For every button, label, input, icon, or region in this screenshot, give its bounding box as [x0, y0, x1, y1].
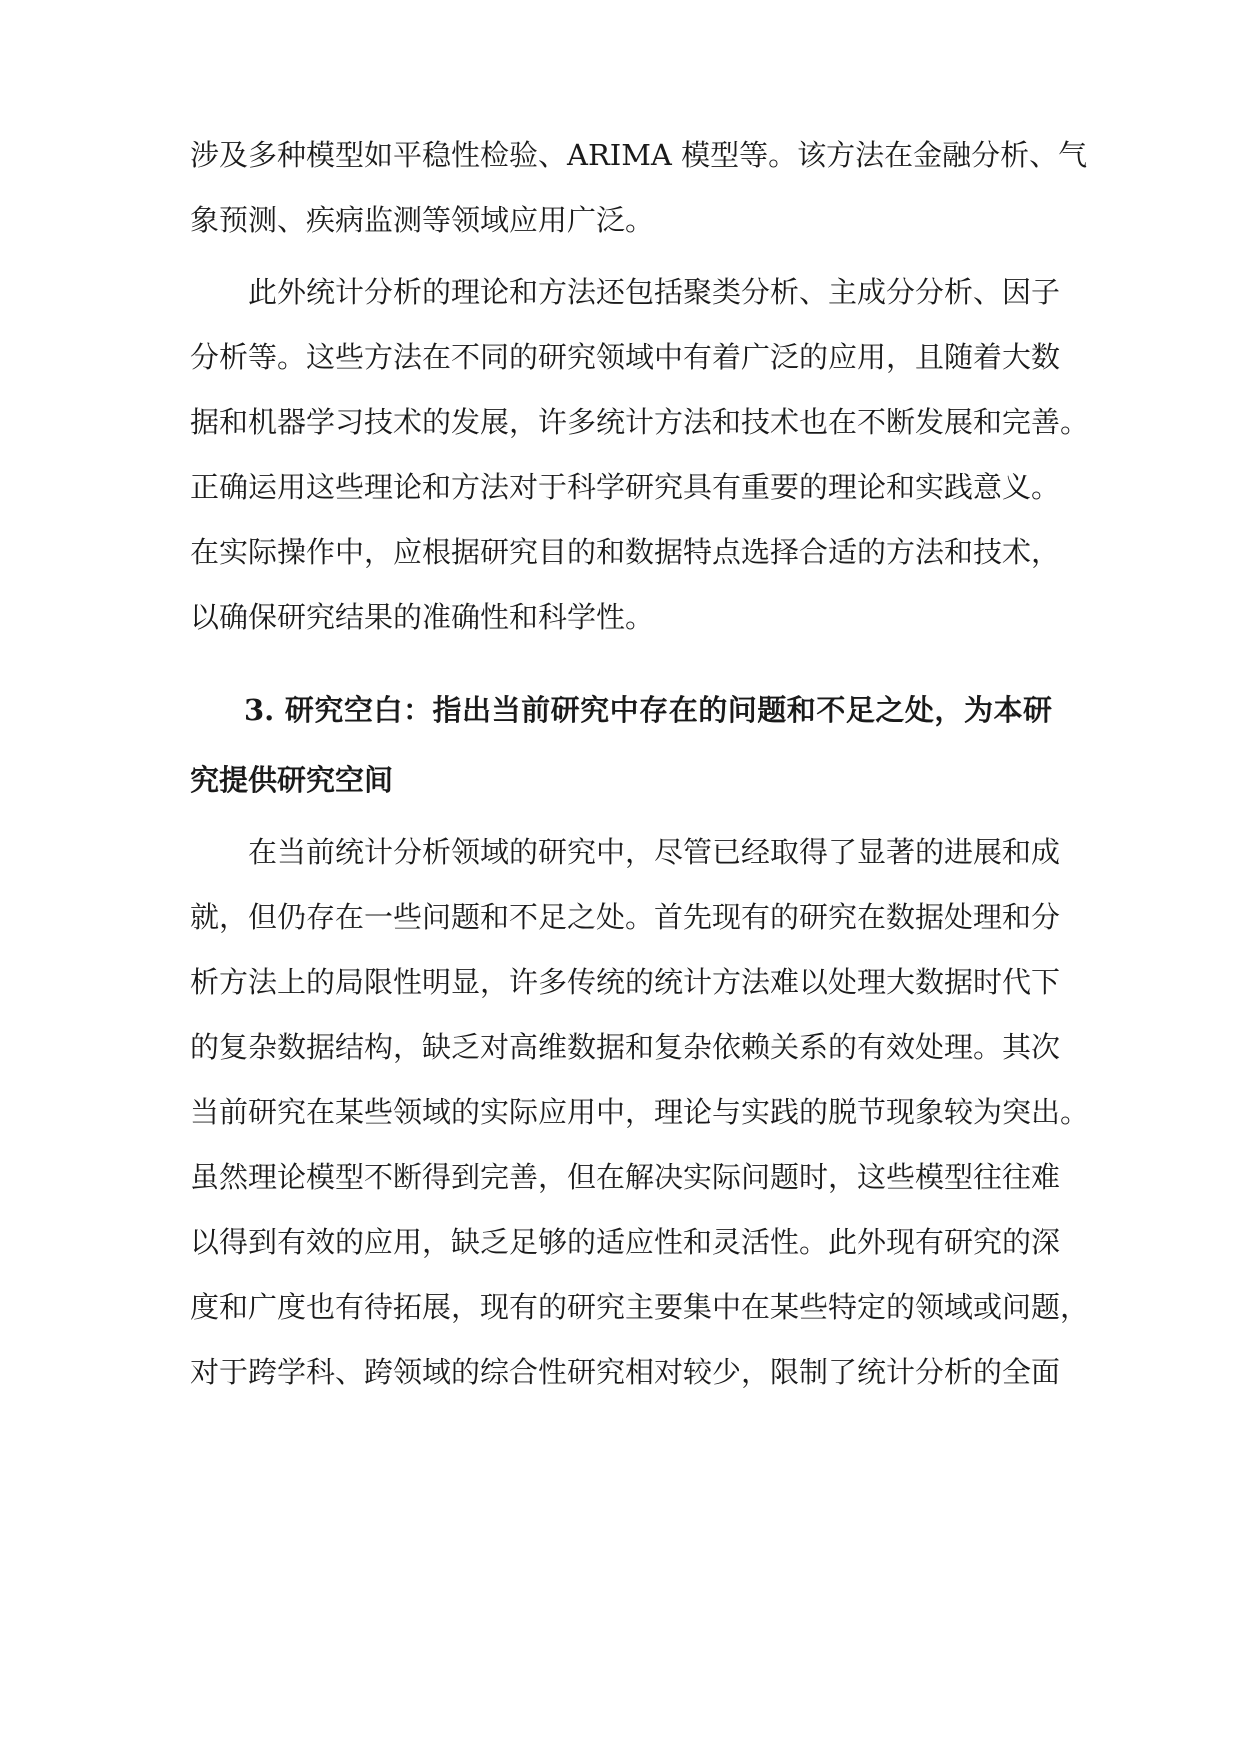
paragraph-3-line-2: 就，但仍存在一些问题和不足之处。首先现有的研究在数据处理和分: [190, 900, 1061, 934]
section-heading-line-1: 3. 研究空白：指出当前研究中存在的问题和不足之处，为本研: [244, 693, 1052, 727]
paragraph-2-line-1: 此外统计分析的理论和方法还包括聚类分析、主成分分析、因子: [248, 275, 1061, 309]
paragraph-3-line-1: 在当前统计分析领域的研究中，尽管已经取得了显著的进展和成: [248, 835, 1061, 869]
paragraph-3-line-9: 对于跨学科、跨领域的综合性研究相对较少，限制了统计分析的全面: [190, 1355, 1061, 1389]
paragraph-3-line-7: 以得到有效的应用，缺乏足够的适应性和灵活性。此外现有研究的深: [190, 1225, 1061, 1259]
paragraph-2-line-4: 正确运用这些理论和方法对于科学研究具有重要的理论和实践意义。: [190, 470, 1061, 504]
paragraph-1-line-1: 涉及多种模型如平稳性检验、ARIMA 模型等。该方法在金融分析、气: [190, 138, 1088, 172]
paragraph-2-line-2: 分析等。这些方法在不同的研究领域中有着广泛的应用，且随着大数: [190, 340, 1061, 374]
paragraph-2-line-6: 以确保研究结果的准确性和科学性。: [190, 600, 655, 634]
paragraph-3-line-3: 析方法上的局限性明显，许多传统的统计方法难以处理大数据时代下: [190, 965, 1061, 999]
paragraph-3-line-6: 虽然理论模型不断得到完善，但在解决实际问题时，这些模型往往难: [190, 1160, 1061, 1194]
paragraph-3-line-4: 的复杂数据结构，缺乏对高维数据和复杂依赖关系的有效处理。其次: [190, 1030, 1061, 1064]
paragraph-2-line-5: 在实际操作中，应根据研究目的和数据特点选择合适的方法和技术，: [190, 535, 1061, 569]
paragraph-2-line-3: 据和机器学习技术的发展，许多统计方法和技术也在不断发展和完善。: [190, 405, 1090, 439]
paragraph-3-line-8: 度和广度也有待拓展，现有的研究主要集中在某些特定的领域或问题，: [190, 1290, 1090, 1324]
section-heading-line-2: 究提供研究空间: [190, 763, 394, 797]
paragraph-3-line-5: 当前研究在某些领域的实际应用中，理论与实践的脱节现象较为突出。: [190, 1095, 1090, 1129]
paragraph-1-line-2: 象预测、疾病监测等领域应用广泛。: [190, 203, 655, 237]
